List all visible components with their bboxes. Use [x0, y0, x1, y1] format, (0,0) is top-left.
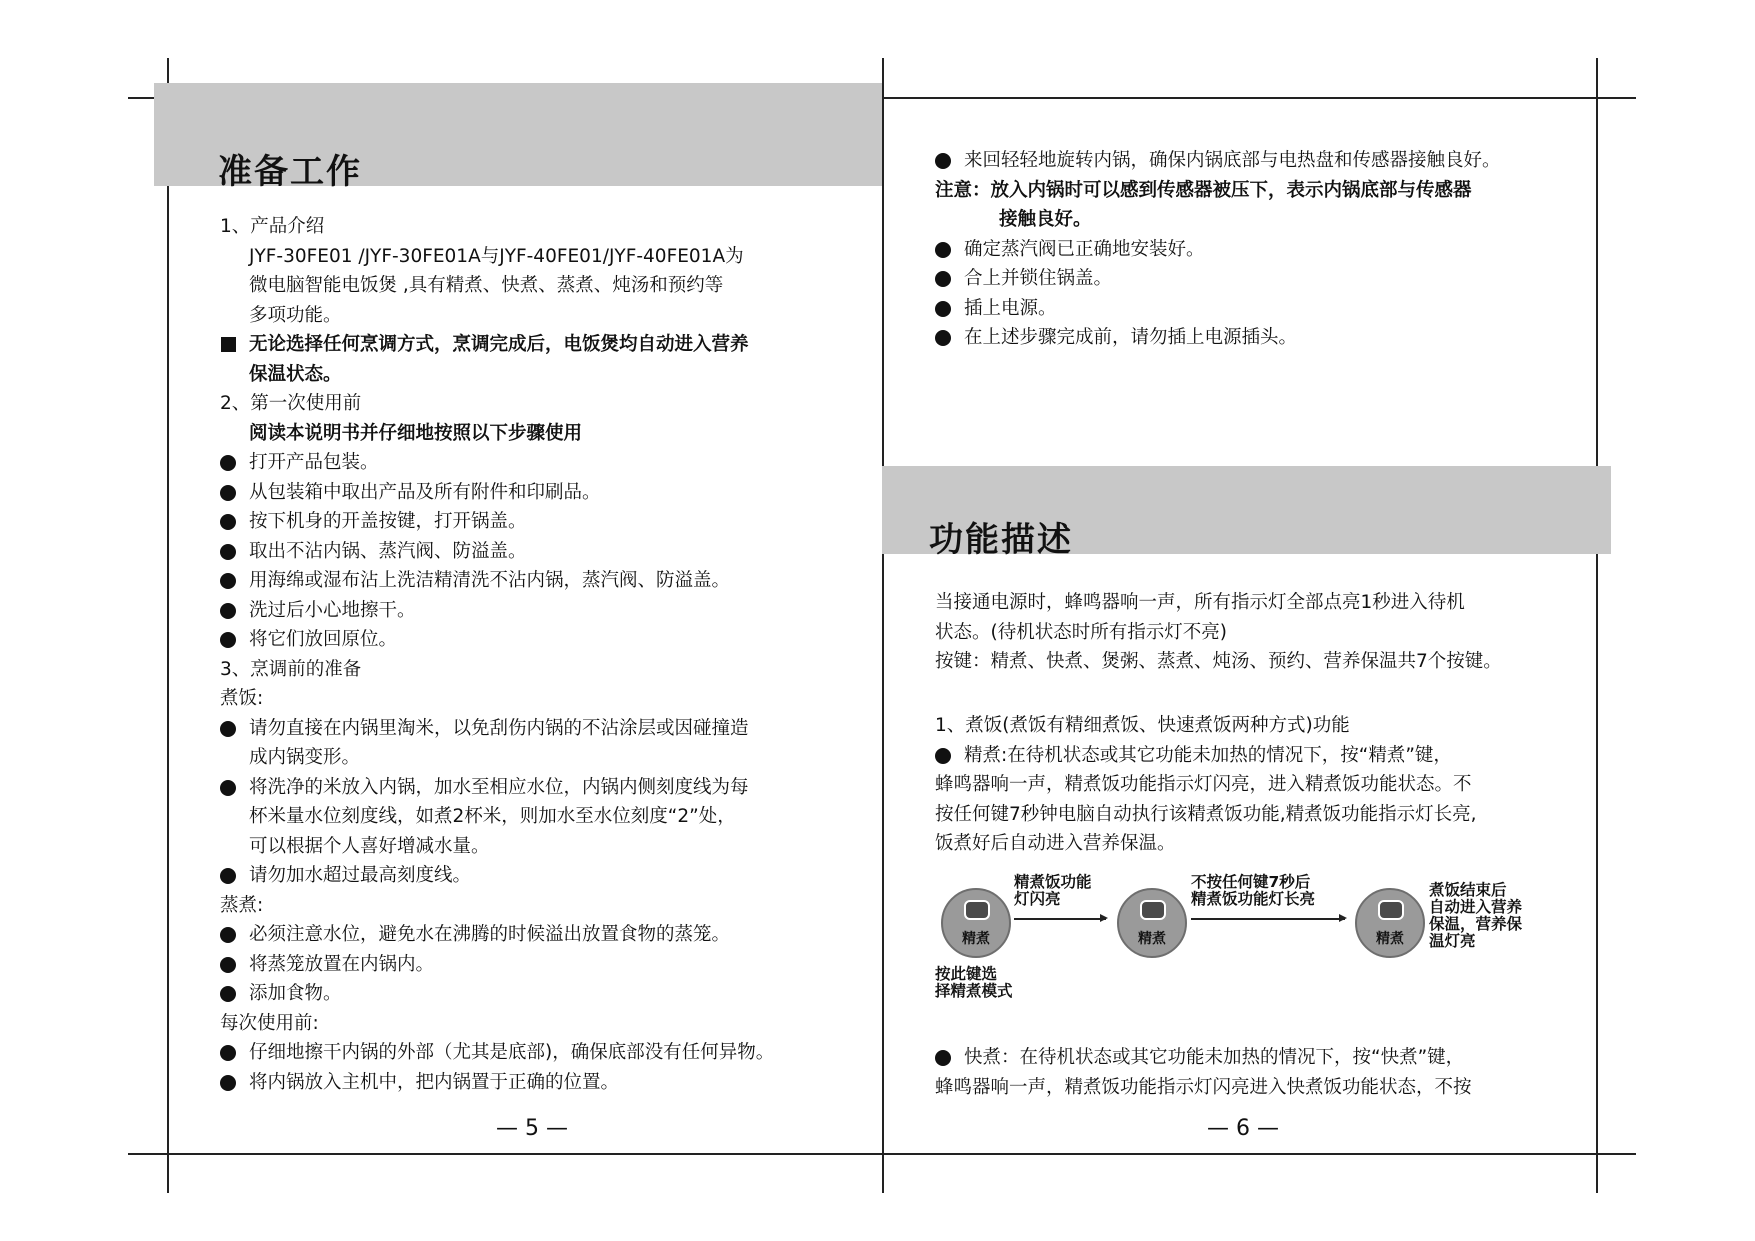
line-text: 确定蒸汽阀已正确地安装好。 [964, 238, 1205, 260]
text-line [220, 655, 870, 685]
line-text: 成内锅变形。 [249, 747, 361, 768]
text-line [220, 802, 870, 832]
bullet-item [935, 294, 1585, 324]
line-text: 请勿加水超过最高刻度线。 [249, 865, 472, 886]
line-text: 将它们放回原位。 [249, 629, 398, 650]
text-line [935, 647, 1585, 677]
bullet-item [220, 714, 870, 744]
button-label: 精煮 [962, 931, 990, 947]
text-line [220, 684, 870, 714]
crop-line-right [1596, 58, 1598, 1193]
text-line [220, 301, 870, 331]
bullet-icon [935, 271, 951, 287]
bullet-item [220, 448, 870, 478]
bullet-item [935, 741, 1585, 771]
text-line [220, 832, 870, 862]
indicator-light-icon [964, 900, 990, 920]
arrow-step2-to-step3 [1191, 918, 1345, 920]
indicator-light-icon [1140, 900, 1166, 920]
step3-label: 煮饭结束后 自动进入营养 保温，营养保 温灯亮 [1429, 881, 1523, 950]
bullet-icon [220, 485, 236, 501]
line-text: 来回轻轻地旋转内锅，确保内锅底部与电热盘和传感器接触良好。 [964, 150, 1501, 171]
text-line [220, 891, 870, 921]
line-text: 按键：精煮、快煮、煲粥、蒸煮、炖汤、预约、营养保温共7个按键。 [935, 651, 1502, 672]
bullet-item [220, 478, 870, 508]
bullet-item [220, 920, 870, 950]
right-page-number: — 6 — [1207, 1116, 1279, 1141]
bullet-item [220, 773, 870, 803]
bullet-icon [220, 455, 236, 471]
line-text: 状态。(待机状态时所有指示灯不亮) [935, 621, 1227, 643]
line-text: 将洗净的米放入内锅，加水至相应水位，内锅内侧刻度线为每 [249, 776, 749, 798]
right-section-title: 功能描述 [929, 520, 1073, 560]
text-line [935, 1073, 1585, 1103]
bullet-icon [935, 153, 951, 169]
line-text: 用海绵或湿布沾上洗洁精清洗不沾内锅，蒸汽阀、防溢盖。 [249, 570, 731, 591]
line-text: 添加食物。 [249, 983, 342, 1004]
arrow-step1-to-step2 [1014, 918, 1106, 920]
bullet-icon [220, 632, 236, 648]
text-line [220, 419, 870, 449]
text-line [935, 205, 1585, 235]
line-text: 插上电源。 [964, 297, 1057, 319]
square-bullet-icon [221, 337, 236, 352]
text-line [935, 176, 1585, 206]
bullet-icon [220, 603, 236, 619]
line-text: 蜂鸣器响一声，精煮饭功能指示灯闪亮进入快煮饭功能状态，不按 [935, 1076, 1472, 1098]
line-text: 将内锅放入主机中，把内锅置于正确的位置。 [249, 1071, 620, 1093]
text-line [220, 389, 870, 419]
line-text: 接触良好。 [999, 209, 1092, 230]
line-text: 按下机身的开盖按键，打开锅盖。 [249, 511, 527, 532]
line-text: 1、煮饭(煮饭有精细煮饭、快速煮饭两种方式)功能 [935, 715, 1350, 736]
text-line [935, 770, 1585, 800]
bullet-item [220, 537, 870, 567]
bullet-item [935, 1043, 1585, 1073]
step1-label: 精煮饭功能 灯闪亮 [1014, 873, 1092, 908]
line-text: 合上并锁住锅盖。 [964, 268, 1113, 289]
line-text: 杯米量水位刻度线，如煮2杯米，则加水至水位刻度“2”处， [249, 806, 736, 827]
bullet-icon [220, 721, 236, 737]
right-bottom-content [935, 1043, 1585, 1102]
line-text: JYF-30FE01 /JYF-30FE01A与JYF-40FE01/JYF-40FE01A为 [249, 245, 744, 267]
note-item [220, 330, 870, 360]
line-text: 在上述步骤完成前，请勿插上电源插头。 [964, 327, 1298, 348]
text-line [220, 1009, 870, 1039]
bullet-icon [935, 330, 951, 346]
crop-line-center [882, 58, 884, 1193]
bullet-icon [220, 1045, 236, 1061]
line-text: 饭煮好后自动进入营养保温。 [935, 833, 1176, 854]
line-text: 按任何键7秒钟电脑自动执行该精煮饭功能,精煮饭功能指示灯长亮, [935, 803, 1477, 825]
text-line [935, 829, 1585, 859]
line-text: 蜂鸣器响一声，精煮饭功能指示灯闪亮，进入精煮饭功能状态。不 [935, 774, 1472, 795]
indicator-light-icon [1378, 900, 1404, 920]
bullet-item [220, 566, 870, 596]
left-section-title: 准备工作 [218, 152, 362, 192]
bullet-icon [220, 868, 236, 884]
line-text: 打开产品包装。 [249, 452, 379, 473]
crop-line-bottom [128, 1153, 1636, 1155]
bullet-icon [935, 1050, 951, 1066]
line-text: 煮饭: [220, 688, 264, 709]
line-text: 将蒸笼放置在内锅内。 [249, 953, 435, 975]
text-line [220, 360, 870, 390]
bullet-icon [220, 927, 236, 943]
bullet-icon [220, 780, 236, 796]
jingzhu-button-step1 [941, 888, 1011, 958]
bullet-item [220, 1038, 870, 1068]
cooking-flow-diagram [935, 868, 1555, 1008]
line-text: 可以根据个人喜好增减水量。 [249, 835, 490, 857]
bullet-item [220, 950, 870, 980]
line-text: 蒸煮: [220, 894, 264, 916]
bullet-item [935, 323, 1585, 353]
line-text: 请勿直接在内锅里淘米，以免刮伤内锅的不沾涂层或因碰撞造 [249, 717, 749, 739]
line-text: 必须注意水位，避免水在沸腾的时候溢出放置食物的蒸笼。 [249, 924, 731, 945]
left-page-number: — 5 — [496, 1116, 568, 1141]
line-text: 多项功能。 [249, 304, 342, 326]
bullet-icon [220, 957, 236, 973]
text-line [220, 242, 870, 272]
bullet-item [220, 979, 870, 1009]
bullet-item [935, 146, 1585, 176]
step2-label: 不按任何键7秒后 精煮饭功能灯长亮 [1191, 873, 1316, 908]
line-text: 仔细地擦干内锅的外部（尤其是底部)，确保底部没有任何异物。 [249, 1042, 775, 1063]
bullet-item [220, 1068, 870, 1098]
line-text: 阅读本说明书并仔细地按照以下步骤使用 [249, 422, 583, 444]
crop-line-left [167, 58, 169, 1193]
text-line [935, 588, 1585, 618]
line-text: 注意：放入内锅时可以感到传感器被压下，表示内锅底部与传感器 [935, 179, 1472, 201]
line-text: 快煮：在待机状态或其它功能未加热的情况下，按“快煮”键， [964, 1047, 1465, 1068]
line-text: 3、烹调前的准备 [220, 658, 362, 680]
line-text: 当接通电源时，蜂鸣器响一声，所有指示灯全部点亮1秒进入待机 [935, 592, 1465, 613]
line-text: 洗过后小心地擦干。 [249, 599, 416, 621]
line-text: 取出不沾内锅、蒸汽阀、防溢盖。 [249, 540, 527, 562]
bullet-icon [220, 1075, 236, 1091]
line-text: 无论选择任何烹调方式，烹调完成后，电饭煲均自动进入营养 [249, 334, 749, 355]
bullet-icon [220, 573, 236, 589]
text-line [220, 271, 870, 301]
line-text: 每次使用前: [220, 1012, 319, 1034]
bullet-icon [220, 544, 236, 560]
press-key-label: 按此键选 择精煮模式 [935, 965, 1013, 1000]
jingzhu-button-step3 [1355, 888, 1425, 958]
line-text: 从包装箱中取出产品及所有附件和印刷品。 [249, 481, 601, 503]
jingzhu-button-step2 [1117, 888, 1187, 958]
right-page-top-content [935, 146, 1585, 353]
text-line [935, 800, 1585, 830]
bullet-item [935, 235, 1585, 265]
bullet-item [220, 596, 870, 626]
left-page-content [220, 212, 870, 1097]
line-text: 精煮:在待机状态或其它功能未加热的情况下，按“精煮”键， [964, 744, 1452, 766]
text-line [935, 711, 1585, 741]
text-line [935, 618, 1585, 648]
bullet-icon [220, 514, 236, 530]
bullet-item [935, 264, 1585, 294]
bullet-item [220, 861, 870, 891]
right-intro-content [935, 588, 1585, 677]
button-label: 精煮 [1138, 931, 1166, 947]
right-function-content [935, 711, 1585, 859]
bullet-icon [220, 986, 236, 1002]
bullet-icon [935, 748, 951, 764]
line-text: 1、产品介绍 [220, 216, 325, 237]
line-text: 2、第一次使用前 [220, 393, 362, 414]
bullet-item [220, 507, 870, 537]
text-line [220, 743, 870, 773]
bullet-icon [935, 301, 951, 317]
button-label: 精煮 [1376, 931, 1404, 947]
text-line [220, 212, 870, 242]
line-text: 微电脑智能电饭煲 ,具有精煮、快煮、蒸煮、炖汤和预约等 [249, 275, 724, 296]
bullet-icon [935, 242, 951, 258]
bullet-item [220, 625, 870, 655]
line-text: 保温状态。 [249, 363, 342, 385]
